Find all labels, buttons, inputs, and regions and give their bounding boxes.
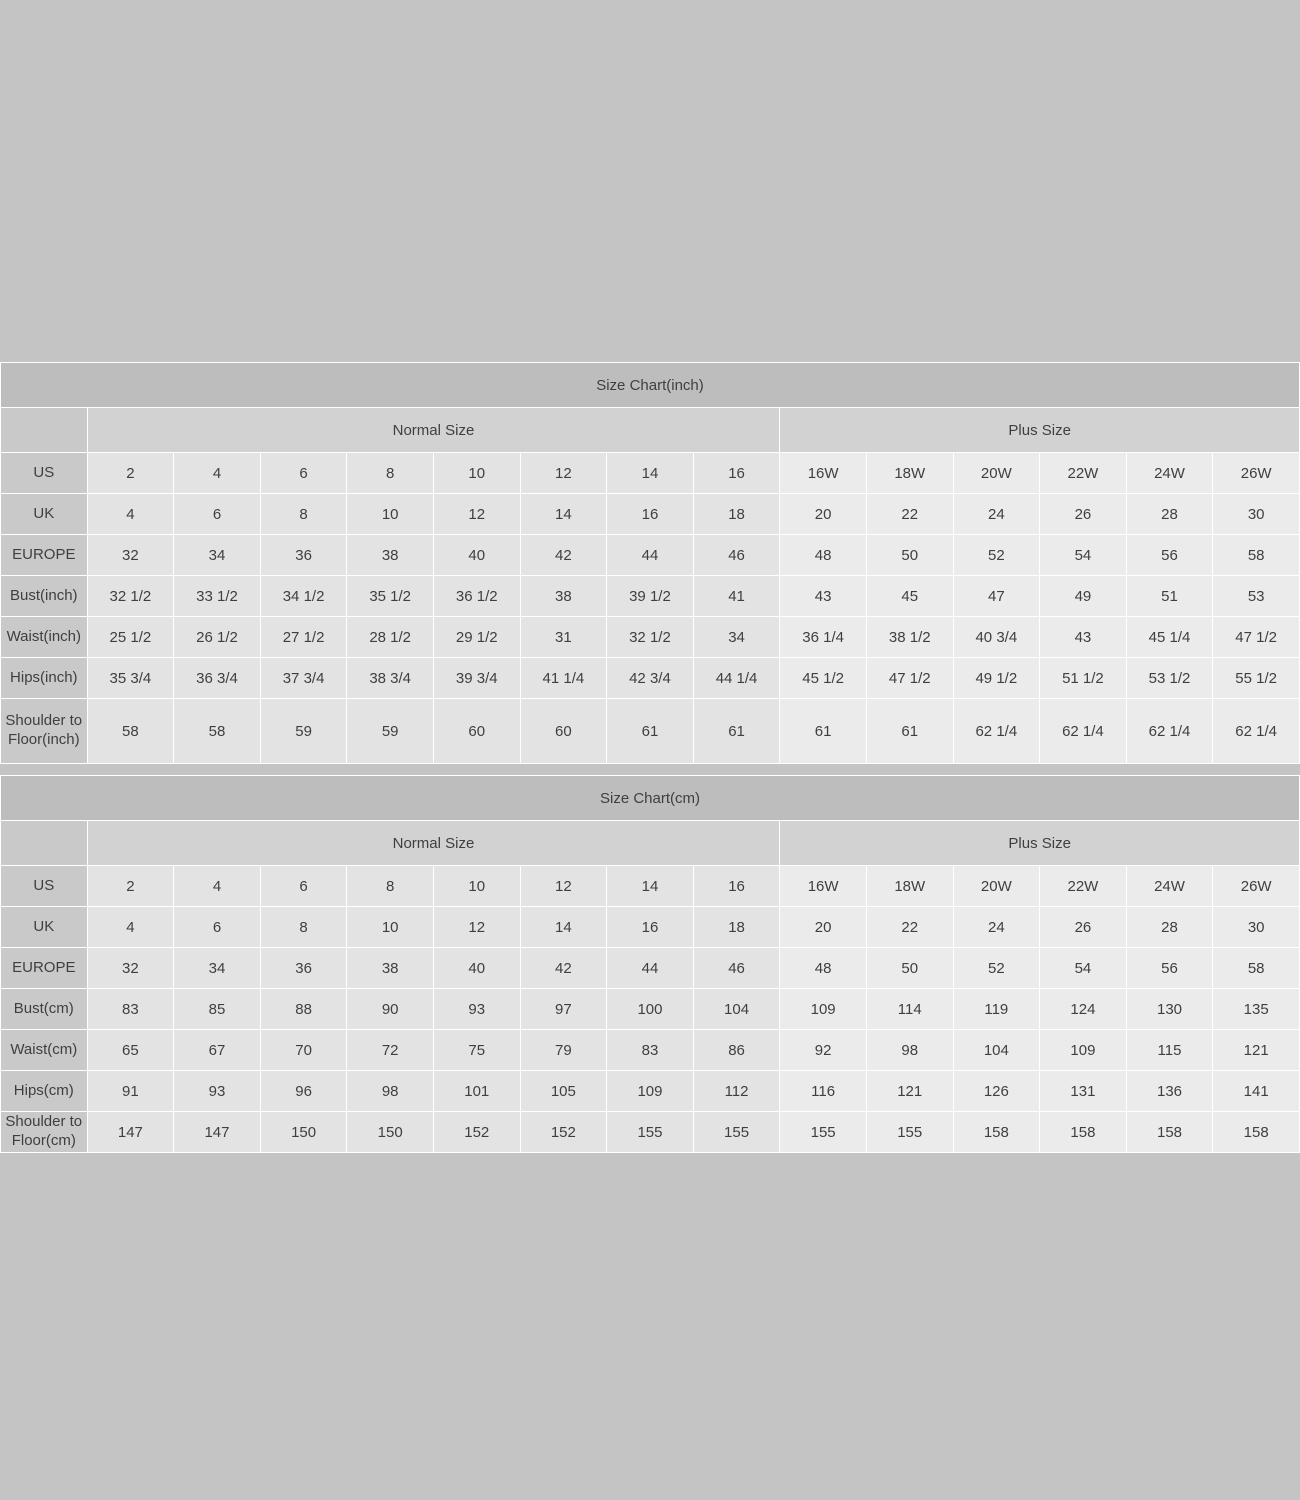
row-label: Waist(cm) bbox=[1, 1030, 88, 1071]
table-cell: 49 bbox=[1040, 576, 1127, 617]
table-cell: 14 bbox=[607, 866, 694, 907]
table-cell: 114 bbox=[866, 989, 953, 1030]
table-cell: 16 bbox=[693, 453, 780, 494]
table-cell: 61 bbox=[607, 699, 694, 764]
table-cell: 31 bbox=[520, 617, 607, 658]
row-label: UK bbox=[1, 494, 88, 535]
table-cell: 26 1/2 bbox=[174, 617, 261, 658]
table-cell: 88 bbox=[260, 989, 347, 1030]
table-cell: 12 bbox=[433, 907, 520, 948]
table-cell: 22 bbox=[866, 907, 953, 948]
table-cell: 61 bbox=[780, 699, 867, 764]
table-cell: 121 bbox=[1213, 1030, 1300, 1071]
table-cell: 124 bbox=[1040, 989, 1127, 1030]
table-cell: 33 1/2 bbox=[174, 576, 261, 617]
table-cell: 24 bbox=[953, 494, 1040, 535]
table-row bbox=[1, 948, 1300, 989]
table-cell: 4 bbox=[87, 494, 174, 535]
table-row bbox=[1, 1030, 1300, 1071]
table-cell: 18 bbox=[693, 907, 780, 948]
table-cell: 32 bbox=[87, 535, 174, 576]
table-cell: 93 bbox=[433, 989, 520, 1030]
group-header-normal-size: Normal Size bbox=[87, 821, 780, 866]
table-cell: 79 bbox=[520, 1030, 607, 1071]
table-cell: 55 1/2 bbox=[1213, 658, 1300, 699]
table-cell: 38 3/4 bbox=[347, 658, 434, 699]
table-cell: 38 bbox=[520, 576, 607, 617]
table-cell: 75 bbox=[433, 1030, 520, 1071]
table-cell: 158 bbox=[1040, 1112, 1127, 1153]
table-cell: 41 bbox=[693, 576, 780, 617]
table-cell: 14 bbox=[520, 907, 607, 948]
table-cell: 18 bbox=[693, 494, 780, 535]
table-cell: 42 bbox=[520, 535, 607, 576]
table-cell: 38 bbox=[347, 535, 434, 576]
table-cell: 51 1/2 bbox=[1040, 658, 1127, 699]
table-cell: 26W bbox=[1213, 866, 1300, 907]
table-cell: 43 bbox=[780, 576, 867, 617]
table-cell: 4 bbox=[174, 453, 261, 494]
table-cell: 54 bbox=[1040, 535, 1127, 576]
row-label: Shoulder to Floor(inch) bbox=[1, 699, 88, 764]
table-cell: 158 bbox=[953, 1112, 1040, 1153]
table-cell: 25 1/2 bbox=[87, 617, 174, 658]
row-label: US bbox=[1, 866, 88, 907]
table-cell: 14 bbox=[607, 453, 694, 494]
table-cell: 37 3/4 bbox=[260, 658, 347, 699]
table-row bbox=[1, 494, 1300, 535]
table-cell: 28 bbox=[1126, 907, 1213, 948]
table-row bbox=[1, 699, 1300, 764]
table-cell: 65 bbox=[87, 1030, 174, 1071]
table-cell: 155 bbox=[693, 1112, 780, 1153]
table-cell: 72 bbox=[347, 1030, 434, 1071]
table-cell: 16W bbox=[780, 866, 867, 907]
table-cell: 42 3/4 bbox=[607, 658, 694, 699]
table-cell: 18W bbox=[866, 453, 953, 494]
table-cell: 29 1/2 bbox=[433, 617, 520, 658]
table-cell: 2 bbox=[87, 453, 174, 494]
table-cell: 155 bbox=[780, 1112, 867, 1153]
table-cell: 58 bbox=[1213, 535, 1300, 576]
table-row bbox=[1, 617, 1300, 658]
table-cell: 92 bbox=[780, 1030, 867, 1071]
table-cell: 54 bbox=[1040, 948, 1127, 989]
table-cell: 155 bbox=[607, 1112, 694, 1153]
table-cell: 36 3/4 bbox=[174, 658, 261, 699]
table-cell: 47 1/2 bbox=[1213, 617, 1300, 658]
table-row bbox=[1, 1112, 1300, 1153]
table-cell: 48 bbox=[780, 535, 867, 576]
table-cell: 62 1/4 bbox=[1040, 699, 1127, 764]
table-cell: 30 bbox=[1213, 907, 1300, 948]
group-header-plus-size: Plus Size bbox=[780, 821, 1300, 866]
table-cell: 6 bbox=[260, 866, 347, 907]
table-cell: 35 3/4 bbox=[87, 658, 174, 699]
table-cell: 48 bbox=[780, 948, 867, 989]
row-label: Hips(cm) bbox=[1, 1071, 88, 1112]
table-cell: 50 bbox=[866, 535, 953, 576]
row-label: Waist(inch) bbox=[1, 617, 88, 658]
table-cell: 40 3/4 bbox=[953, 617, 1040, 658]
table-cell: 41 1/4 bbox=[520, 658, 607, 699]
table-cell: 62 1/4 bbox=[1126, 699, 1213, 764]
table-row bbox=[1, 866, 1300, 907]
table-cell: 51 bbox=[1126, 576, 1213, 617]
row-label: US bbox=[1, 453, 88, 494]
table-cell: 58 bbox=[1213, 948, 1300, 989]
table-cell: 8 bbox=[260, 494, 347, 535]
table-cell: 109 bbox=[1040, 1030, 1127, 1071]
table-cell: 6 bbox=[174, 494, 261, 535]
table-cell: 59 bbox=[347, 699, 434, 764]
table-cell: 155 bbox=[866, 1112, 953, 1153]
table-cell: 141 bbox=[1213, 1071, 1300, 1112]
table-row bbox=[1, 1071, 1300, 1112]
table-cell: 35 1/2 bbox=[347, 576, 434, 617]
table-cell: 34 bbox=[693, 617, 780, 658]
table-cell: 34 bbox=[174, 948, 261, 989]
table-cell: 32 bbox=[87, 948, 174, 989]
table-cell: 52 bbox=[953, 535, 1040, 576]
table-cell: 24W bbox=[1126, 866, 1213, 907]
table-cell: 147 bbox=[87, 1112, 174, 1153]
table-cell: 135 bbox=[1213, 989, 1300, 1030]
table-cell: 70 bbox=[260, 1030, 347, 1071]
table-cell: 112 bbox=[693, 1071, 780, 1112]
table-cell: 44 bbox=[607, 948, 694, 989]
table-cell: 115 bbox=[1126, 1030, 1213, 1071]
table-cell: 10 bbox=[347, 907, 434, 948]
table-cell: 47 bbox=[953, 576, 1040, 617]
table-cell: 49 1/2 bbox=[953, 658, 1040, 699]
table-cell: 53 1/2 bbox=[1126, 658, 1213, 699]
table-cell: 18W bbox=[866, 866, 953, 907]
table-cell: 67 bbox=[174, 1030, 261, 1071]
table-cell: 36 bbox=[260, 948, 347, 989]
table-cell: 8 bbox=[347, 866, 434, 907]
table-cell: 83 bbox=[87, 989, 174, 1030]
table-cell: 150 bbox=[347, 1112, 434, 1153]
row-label: EUROPE bbox=[1, 535, 88, 576]
table-cell: 40 bbox=[433, 948, 520, 989]
table-cell: 93 bbox=[174, 1071, 261, 1112]
size-chart-table bbox=[0, 362, 1300, 764]
table-row bbox=[1, 658, 1300, 699]
table-cell: 109 bbox=[780, 989, 867, 1030]
table-cell: 152 bbox=[520, 1112, 607, 1153]
row-label: Bust(cm) bbox=[1, 989, 88, 1030]
table-cell: 56 bbox=[1126, 535, 1213, 576]
table-cell: 24W bbox=[1126, 453, 1213, 494]
table-cell: 119 bbox=[953, 989, 1040, 1030]
table-cell: 42 bbox=[520, 948, 607, 989]
table-row bbox=[1, 535, 1300, 576]
table-cell: 22W bbox=[1040, 453, 1127, 494]
table-cell: 45 1/4 bbox=[1126, 617, 1213, 658]
table-cell: 158 bbox=[1126, 1112, 1213, 1153]
table-cell: 24 bbox=[953, 907, 1040, 948]
table-cell: 28 bbox=[1126, 494, 1213, 535]
table-cell: 131 bbox=[1040, 1071, 1127, 1112]
table-cell: 14 bbox=[520, 494, 607, 535]
table-cell: 104 bbox=[693, 989, 780, 1030]
table-cell: 16 bbox=[693, 866, 780, 907]
table-cell: 12 bbox=[520, 453, 607, 494]
table-cell: 26 bbox=[1040, 494, 1127, 535]
table-cell: 36 1/4 bbox=[780, 617, 867, 658]
table-cell: 22W bbox=[1040, 866, 1127, 907]
table-cell: 4 bbox=[87, 907, 174, 948]
table-cell: 150 bbox=[260, 1112, 347, 1153]
table-cell: 32 1/2 bbox=[87, 576, 174, 617]
table-cell: 39 3/4 bbox=[433, 658, 520, 699]
table-cell: 147 bbox=[174, 1112, 261, 1153]
table-cell: 46 bbox=[693, 535, 780, 576]
table-cell: 86 bbox=[693, 1030, 780, 1071]
table-cell: 61 bbox=[866, 699, 953, 764]
table-cell: 12 bbox=[520, 866, 607, 907]
table-cell: 53 bbox=[1213, 576, 1300, 617]
table-cell: 4 bbox=[174, 866, 261, 907]
table-cell: 20 bbox=[780, 907, 867, 948]
table-cell: 126 bbox=[953, 1071, 1040, 1112]
table-cell: 62 1/4 bbox=[953, 699, 1040, 764]
table-cell: 47 1/2 bbox=[866, 658, 953, 699]
table-cell: 26W bbox=[1213, 453, 1300, 494]
table-cell: 38 1/2 bbox=[866, 617, 953, 658]
table-cell: 20W bbox=[953, 453, 1040, 494]
table-cell: 22 bbox=[866, 494, 953, 535]
table-cell: 60 bbox=[433, 699, 520, 764]
table-cell: 6 bbox=[174, 907, 261, 948]
table-cell: 152 bbox=[433, 1112, 520, 1153]
size-chart-cm bbox=[0, 775, 1300, 1153]
table-row bbox=[1, 453, 1300, 494]
table-cell: 10 bbox=[433, 453, 520, 494]
table-cell: 59 bbox=[260, 699, 347, 764]
table-cell: 83 bbox=[607, 1030, 694, 1071]
table-row bbox=[1, 989, 1300, 1030]
table-cell: 16 bbox=[607, 907, 694, 948]
table-cell: 27 1/2 bbox=[260, 617, 347, 658]
table-cell: 40 bbox=[433, 535, 520, 576]
chart-title: Size Chart(cm) bbox=[1, 776, 1300, 821]
table-row bbox=[1, 907, 1300, 948]
table-cell: 116 bbox=[780, 1071, 867, 1112]
table-cell: 36 bbox=[260, 535, 347, 576]
table-cell: 62 1/4 bbox=[1213, 699, 1300, 764]
table-cell: 26 bbox=[1040, 907, 1127, 948]
table-cell: 56 bbox=[1126, 948, 1213, 989]
table-cell: 44 1/4 bbox=[693, 658, 780, 699]
table-cell: 98 bbox=[866, 1030, 953, 1071]
table-cell: 98 bbox=[347, 1071, 434, 1112]
row-label: EUROPE bbox=[1, 948, 88, 989]
table-cell: 43 bbox=[1040, 617, 1127, 658]
table-cell: 130 bbox=[1126, 989, 1213, 1030]
table-cell: 6 bbox=[260, 453, 347, 494]
table-cell: 158 bbox=[1213, 1112, 1300, 1153]
table-cell: 105 bbox=[520, 1071, 607, 1112]
table-cell: 85 bbox=[174, 989, 261, 1030]
row-label: Bust(inch) bbox=[1, 576, 88, 617]
table-cell: 58 bbox=[87, 699, 174, 764]
table-cell: 16 bbox=[607, 494, 694, 535]
table-cell: 2 bbox=[87, 866, 174, 907]
table-cell: 44 bbox=[607, 535, 694, 576]
table-cell: 8 bbox=[347, 453, 434, 494]
chart-title: Size Chart(inch) bbox=[1, 363, 1300, 408]
table-title-row bbox=[1, 363, 1300, 408]
table-cell: 10 bbox=[347, 494, 434, 535]
table-cell: 28 1/2 bbox=[347, 617, 434, 658]
row-label: Shoulder to Floor(cm) bbox=[1, 1112, 88, 1153]
table-cell: 20W bbox=[953, 866, 1040, 907]
table-cell: 91 bbox=[87, 1071, 174, 1112]
table-cell: 136 bbox=[1126, 1071, 1213, 1112]
table-cell: 39 1/2 bbox=[607, 576, 694, 617]
table-row bbox=[1, 576, 1300, 617]
table-cell: 8 bbox=[260, 907, 347, 948]
table-cell: 16W bbox=[780, 453, 867, 494]
table-cell: 60 bbox=[520, 699, 607, 764]
table-cell: 10 bbox=[433, 866, 520, 907]
table-cell: 58 bbox=[174, 699, 261, 764]
table-cell: 52 bbox=[953, 948, 1040, 989]
table-cell: 109 bbox=[607, 1071, 694, 1112]
table-cell: 34 1/2 bbox=[260, 576, 347, 617]
group-header-row bbox=[1, 821, 1300, 866]
table-cell: 30 bbox=[1213, 494, 1300, 535]
table-cell: 12 bbox=[433, 494, 520, 535]
table-cell: 61 bbox=[693, 699, 780, 764]
group-header-row bbox=[1, 408, 1300, 453]
size-chart-inch bbox=[0, 362, 1300, 764]
table-cell: 46 bbox=[693, 948, 780, 989]
table-title-row bbox=[1, 776, 1300, 821]
table-cell: 20 bbox=[780, 494, 867, 535]
table-cell: 100 bbox=[607, 989, 694, 1030]
table-cell: 32 1/2 bbox=[607, 617, 694, 658]
table-cell: 104 bbox=[953, 1030, 1040, 1071]
table-cell: 45 bbox=[866, 576, 953, 617]
group-header-plus-size: Plus Size bbox=[780, 408, 1300, 453]
table-cell: 96 bbox=[260, 1071, 347, 1112]
corner-cell bbox=[1, 408, 88, 453]
corner-cell bbox=[1, 821, 88, 866]
table-cell: 38 bbox=[347, 948, 434, 989]
table-cell: 36 1/2 bbox=[433, 576, 520, 617]
table-cell: 34 bbox=[174, 535, 261, 576]
table-cell: 45 1/2 bbox=[780, 658, 867, 699]
table-cell: 90 bbox=[347, 989, 434, 1030]
table-cell: 121 bbox=[866, 1071, 953, 1112]
size-chart-table bbox=[0, 775, 1300, 1153]
table-cell: 50 bbox=[866, 948, 953, 989]
row-label: UK bbox=[1, 907, 88, 948]
table-cell: 97 bbox=[520, 989, 607, 1030]
row-label: Hips(inch) bbox=[1, 658, 88, 699]
table-cell: 101 bbox=[433, 1071, 520, 1112]
group-header-normal-size: Normal Size bbox=[87, 408, 780, 453]
